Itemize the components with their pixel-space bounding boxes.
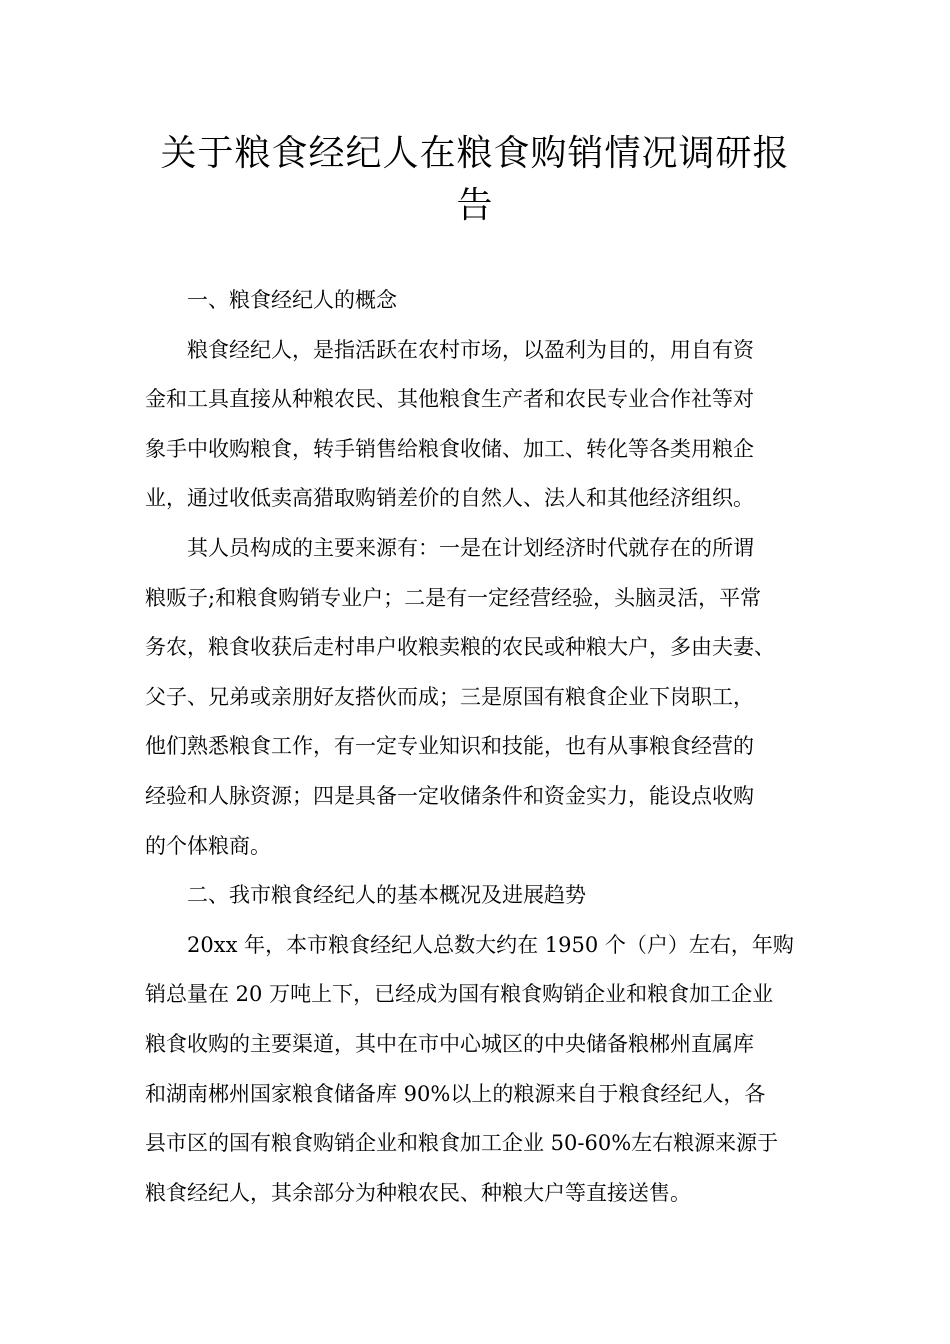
paragraph-composition: 其人员构成的主要来源有：一是在计划经济时代就存在的所谓 粮贩子;和粮食购销专业户；二是有一定经营经验，头脑灵活，平常 务农，粮食收获后走村串户收粮卖粮的农民或种粮大户，多由夫妻、 父子、兄弟或亲朋好友搭伙而成；三是原国有粮食企业下岗职工， 他们熟悉粮食工作，有一定专业知识和技能，也有从事粮食经营的 经验和人脉资源；四是具备一定收储条件和资金实力，能设点收购 的个体粮商。 bbox=[145, 535, 775, 858]
section-heading-1: 一、粮食经纪人的概念 bbox=[187, 288, 397, 312]
section-heading-2: 二、我市粮食经纪人的基本概况及进展趋势 bbox=[187, 883, 586, 908]
paragraph-definition: 粮食经纪人，是指活跃在农村市场，以盈利为目的，用自有资 金和工具直接从种粮农民、其他粮食生产者和农民专业合作社等对 象手中收购粮食，转手销售给粮食收储、加工、转化等各类用粮企 业，通过收低卖高猎取购销差价的自然人、法人和其他经济组织。 bbox=[145, 337, 754, 511]
paragraph-overview: 20xx 年，本市粮食经纪人总数大约在 1950 个（户）左右，年购 销总量在 20 万吨上下，已经成为国有粮食购销企业和粮食加工企业 粮食收购的主要渠道，其中在市中心城区的中央储备粮郴州直属库 和湖南郴州国家粮食储备库 90%以上的粮源来自于粮食经纪人，各 县市区的国有粮食购销企业和粮食加工企业 50-60%左右粮源来源于 粮食经纪人，其余部分为种粮农民、种粮大户等直接送售。 bbox=[145, 932, 794, 1205]
document-title: 关于粮食经纪人在粮食购销情况调研报告 bbox=[160, 133, 790, 226]
document-body bbox=[145, 276, 825, 1218]
